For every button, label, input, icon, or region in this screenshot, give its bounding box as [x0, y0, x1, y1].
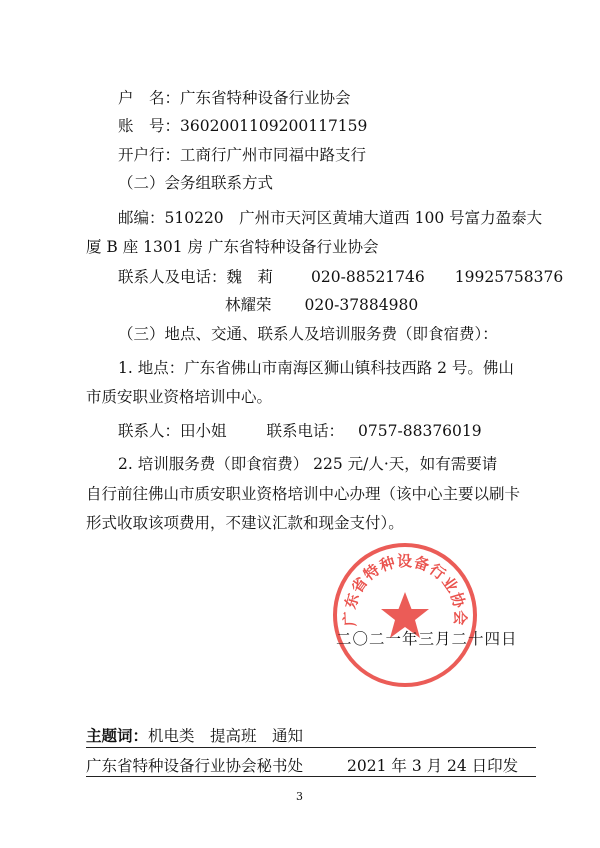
account-name-value: 广东省特种设备行业协会	[180, 89, 351, 107]
official-seal	[330, 540, 480, 690]
venue-contact-name: 田小姐	[180, 422, 227, 440]
venue-item-2-line-2: 自行前往佛山市质安职业资格培训中心办理（该中心主要以刷卡	[86, 485, 521, 503]
venue-contact-phone-label: 联系电话：	[266, 422, 345, 440]
contact-person-2-phone: 020-37884980	[304, 296, 419, 314]
footer-print-date: 2021 年 3 月 24 日印发	[347, 757, 519, 775]
contact-section-heading: （二）会务组联系方式	[118, 174, 274, 192]
bank-value: 工商行广州市同福中路支行	[180, 146, 367, 164]
bank-line	[118, 145, 366, 165]
account-number-line	[118, 116, 367, 136]
seal-text: 广东省特种设备行业协会	[340, 552, 470, 627]
contact-person-1-mobile: 19925758376	[454, 268, 564, 286]
postcode-line: 邮编：510220 广州市天河区黄埔大道西 100 号富力盈泰大	[118, 209, 543, 227]
footer-topic-line	[86, 724, 303, 746]
venue-item-2-line-3: 形式收取该项费用，不建议汇款和现金支付）。	[86, 514, 404, 532]
contact-person-1-phone: 020-88521746	[311, 268, 425, 286]
account-name-label: 户 名：	[118, 89, 181, 107]
page-number: 3	[296, 790, 303, 803]
phone-label: 联系人及电话：	[118, 268, 227, 286]
footer-rule-top	[86, 747, 536, 748]
account-number-value: 3602001109200117159	[180, 117, 368, 135]
venue-item-2-line-1: 2. 培训服务费（即食宿费） 225 元/人·天，如有需要请	[118, 455, 498, 473]
bank-label: 开户行：	[118, 146, 181, 164]
venue-item-1-line-1: 1. 地点：广东省佛山市南海区狮山镇科技西路 2 号。佛山	[118, 359, 514, 377]
footer-issuer-line	[86, 754, 518, 776]
venue-contact-phone: 0757-88376019	[358, 422, 482, 440]
venue-contact-label: 联系人：	[118, 422, 181, 440]
contact-person-1: 魏 莉	[226, 268, 274, 286]
footer-issuer: 广东省特种设备行业协会秘书处	[86, 757, 304, 775]
account-name-line	[118, 88, 351, 108]
address-line: 厦 B 座 1301 房 广东省特种设备行业协会	[86, 238, 379, 256]
venue-contact-line	[118, 421, 482, 441]
venue-section-heading: （三）地点、交通、联系人及培训服务费（即食宿费）：	[118, 325, 498, 343]
venue-item-1-line-2: 市质安职业资格培训中心。	[86, 388, 273, 406]
footer-topic-label: 主题词：	[86, 727, 149, 745]
footer-rule-bottom	[86, 776, 536, 777]
contact-phone-line	[118, 267, 563, 287]
signature-date: 二〇二一年三月二十四日	[336, 630, 518, 648]
contact-person-2-line	[225, 295, 418, 315]
footer-topic-words: 机电类 提高班 通知	[148, 727, 304, 745]
contact-person-2: 林耀荣	[225, 296, 272, 314]
account-number-label: 账 号：	[118, 117, 181, 135]
